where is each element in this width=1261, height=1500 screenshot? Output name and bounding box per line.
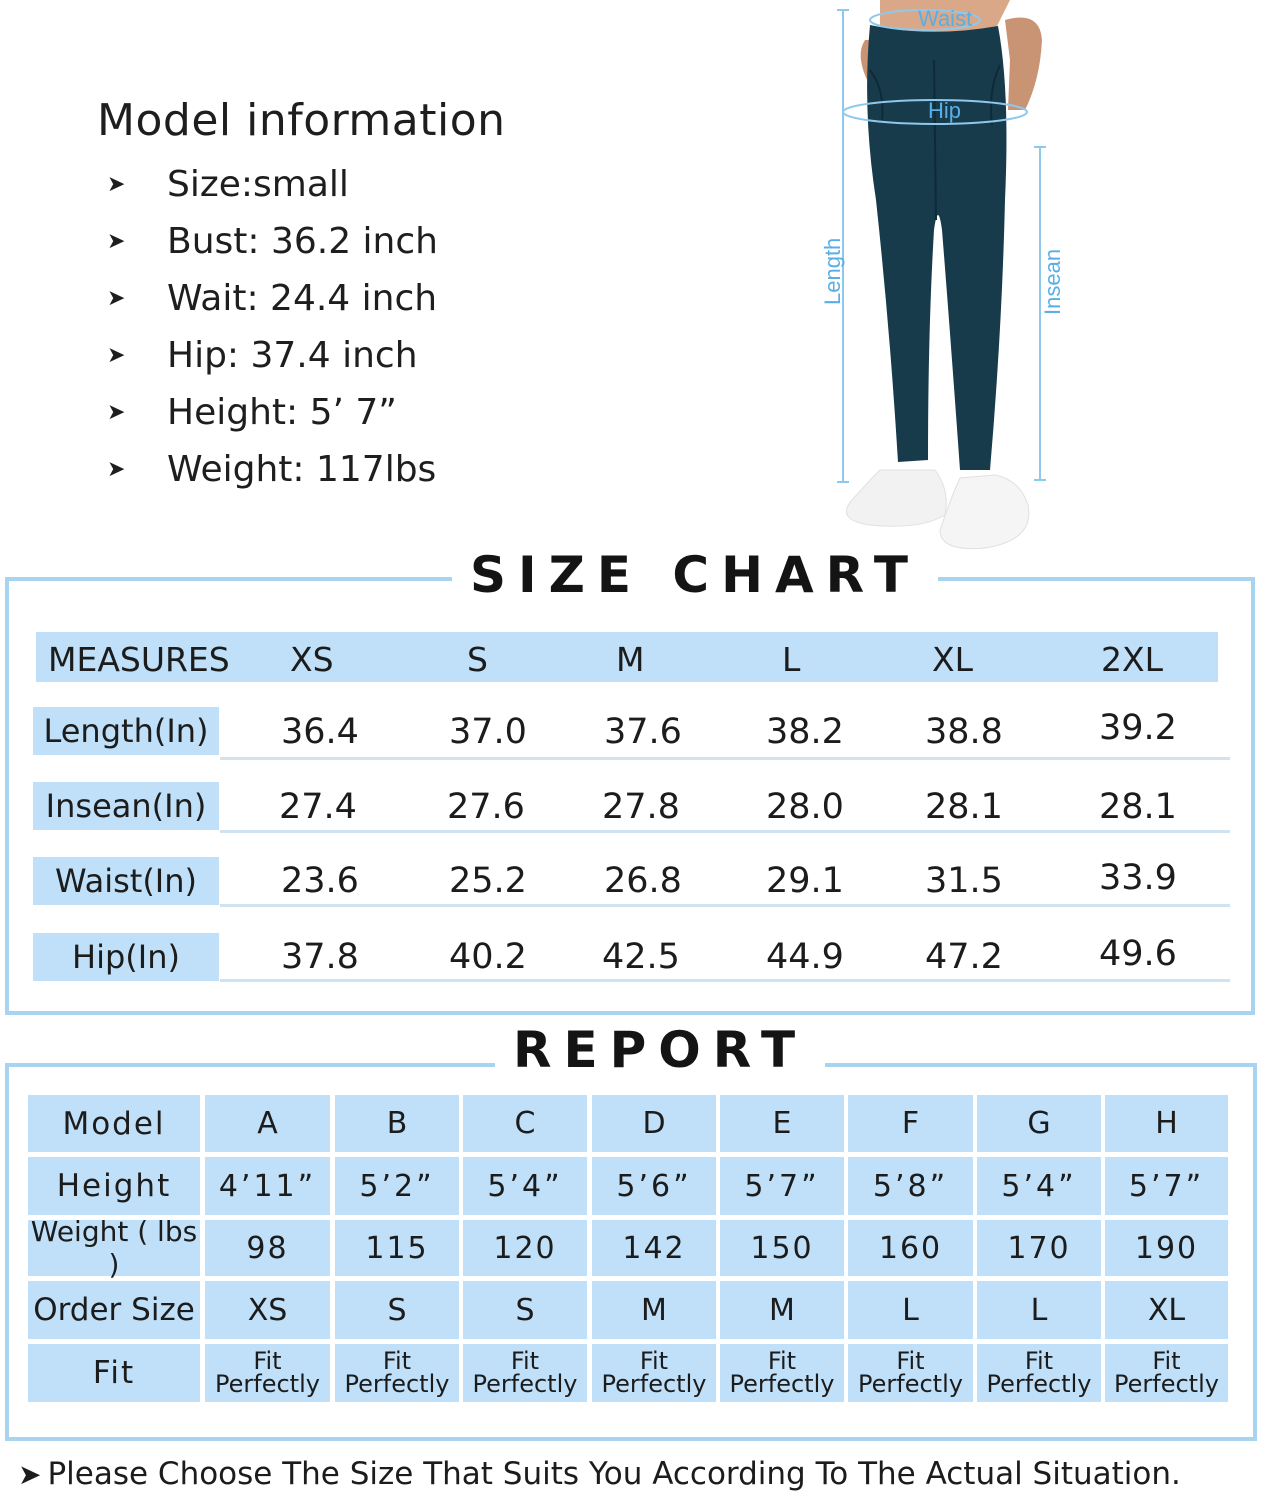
model-info-text: Height: 5’ 7” [167, 392, 397, 433]
fit-line-1: Fit [510, 1347, 540, 1375]
model-information [97, 95, 506, 498]
fit-line-1: Fit [382, 1347, 412, 1375]
cell-hip-l: 44.9 [766, 937, 844, 977]
report-cell-fit [977, 1344, 1101, 1402]
arrow-icon: ➤ [107, 457, 126, 482]
cell-length-xs: 36.4 [281, 712, 359, 752]
report-cell-height: 5’6” [592, 1157, 716, 1215]
shoe-right [940, 475, 1029, 549]
report-row-label-model: Model [28, 1095, 200, 1152]
arrow-icon: ➤ [107, 343, 126, 368]
cell-hip-xs: 37.8 [281, 937, 359, 977]
fit-line-2: Perfectly [1114, 1370, 1219, 1398]
size-chart-title: SIZE CHART [452, 545, 938, 605]
row-label-insean: Insean(In) [33, 782, 219, 830]
cell-insean-l: 28.0 [766, 787, 844, 827]
report-cell-weight: 98 [205, 1220, 330, 1276]
model-info-text: Bust: 36.2 inch [167, 221, 438, 262]
model-info-item [97, 156, 506, 213]
report-row-label-fit: Fit [28, 1344, 200, 1402]
report-cell-height: 4’11” [205, 1157, 330, 1215]
report-row-label-height: Height [28, 1157, 200, 1215]
report-cell-model: E [720, 1095, 844, 1152]
pants-shape [867, 25, 1006, 470]
report-cell-order-size: S [335, 1281, 459, 1339]
model-info-list [97, 156, 506, 498]
row-divider [220, 757, 1230, 760]
report-cell-fit [720, 1344, 844, 1402]
report-cell-model: H [1105, 1095, 1228, 1152]
model-info-item [97, 441, 506, 498]
model-info-item [97, 270, 506, 327]
model-info-item [97, 213, 506, 270]
cell-insean-m: 27.8 [602, 787, 680, 827]
cell-insean-2xl: 28.1 [1099, 787, 1177, 827]
cell-hip-s: 40.2 [449, 937, 527, 977]
header-size-2xl: 2XL [1101, 640, 1163, 679]
report-cell-height: 5’7” [1105, 1157, 1228, 1215]
report-cell-model: C [463, 1095, 587, 1152]
report-cell-weight: 142 [592, 1220, 716, 1276]
waist-label: Waist [918, 6, 973, 31]
footer-note [18, 1456, 1181, 1492]
row-divider [220, 979, 1230, 982]
report-cell-order-size: XS [205, 1281, 330, 1339]
pants-figure [810, 0, 1100, 560]
header-size-m: M [616, 640, 645, 679]
model-hand-right [1005, 18, 1042, 111]
cell-length-m: 37.6 [604, 712, 682, 752]
header-size-s: S [467, 640, 488, 679]
report-cell-order-size: M [592, 1281, 716, 1339]
report-cell-order-size: XL [1105, 1281, 1228, 1339]
fit-line-1: Fit [1024, 1347, 1054, 1375]
report-title: REPORT [495, 1022, 825, 1078]
cell-insean-s: 27.6 [447, 787, 525, 827]
model-info-item [97, 384, 506, 441]
fit-line-2: Perfectly [986, 1370, 1092, 1398]
fit-line-2: Perfectly [472, 1370, 578, 1398]
fit-line-2: Perfectly [601, 1370, 707, 1398]
cell-length-xl: 38.8 [925, 712, 1003, 752]
header-size-xs: XS [290, 640, 334, 679]
fit-line-1: Fit [896, 1347, 925, 1375]
cell-waist-l: 29.1 [766, 861, 844, 901]
fit-line-2: Perfectly [215, 1370, 320, 1398]
fit-line-1: Fit [253, 1347, 282, 1375]
report-cell-weight: 170 [977, 1220, 1101, 1276]
report-cell-model: B [335, 1095, 459, 1152]
cell-length-l: 38.2 [766, 712, 844, 752]
cell-hip-m: 42.5 [602, 937, 680, 977]
report-cell-weight: 150 [720, 1220, 844, 1276]
report-cell-fit [1105, 1344, 1228, 1402]
header-size-xl: XL [932, 640, 973, 679]
fit-line-2: Perfectly [729, 1370, 835, 1398]
report-cell-fit [592, 1344, 716, 1402]
report-cell-height: 5’8” [848, 1157, 973, 1215]
report-cell-model: D [592, 1095, 716, 1152]
model-info-text: Wait: 24.4 inch [167, 278, 438, 319]
cell-insean-xl: 28.1 [925, 787, 1003, 827]
length-label: Length [820, 237, 845, 305]
footer-text: Please Choose The Size That Suits You According To The Actual Situation. [47, 1456, 1181, 1492]
size-chart-header [36, 632, 1218, 682]
row-divider [220, 830, 1230, 833]
row-divider [220, 904, 1230, 907]
arrow-icon: ➤ [107, 172, 126, 197]
report-cell-model: G [977, 1095, 1101, 1152]
report-cell-height: 5’2” [335, 1157, 459, 1215]
fit-line-2: Perfectly [344, 1370, 450, 1398]
report-cell-fit [848, 1344, 973, 1402]
cell-waist-s: 25.2 [449, 861, 527, 901]
report-cell-order-size: L [848, 1281, 973, 1339]
arrow-icon: ➤ [18, 1458, 42, 1491]
report-cell-weight: 160 [848, 1220, 973, 1276]
row-label-hip: Hip(In) [33, 933, 219, 981]
cell-length-s: 37.0 [449, 712, 527, 752]
report-cell-order-size: M [720, 1281, 844, 1339]
header-size-l: L [782, 640, 801, 679]
cell-hip-2xl: 49.6 [1099, 934, 1177, 974]
fit-line-1: Fit [767, 1347, 797, 1375]
model-info-text: Size:small [167, 164, 349, 205]
cell-hip-xl: 47.2 [925, 937, 1003, 977]
model-info-text: Weight: 117lbs [167, 449, 437, 490]
report-cell-height: 5’4” [977, 1157, 1101, 1215]
cell-waist-xs: 23.6 [281, 861, 359, 901]
report-row-label-order-size: Order Size [28, 1281, 200, 1339]
fit-line-1: Fit [639, 1347, 669, 1375]
fit-line-2: Perfectly [858, 1370, 963, 1398]
report-cell-fit [463, 1344, 587, 1402]
report-cell-order-size: S [463, 1281, 587, 1339]
model-info-title: Model information [97, 95, 506, 146]
cell-waist-m: 26.8 [604, 861, 682, 901]
report-cell-weight: 115 [335, 1220, 459, 1276]
report-cell-fit [205, 1344, 330, 1402]
report-cell-height: 5’7” [720, 1157, 844, 1215]
header-measures: MEASURES [48, 640, 230, 679]
arrow-icon: ➤ [107, 400, 126, 425]
row-label-length: Length(In) [33, 707, 219, 755]
arrow-icon: ➤ [107, 286, 126, 311]
inseam-label: Insean [1040, 248, 1065, 315]
report-cell-weight: 120 [463, 1220, 587, 1276]
report-cell-model: F [848, 1095, 973, 1152]
report-cell-height: 5’4” [463, 1157, 587, 1215]
model-info-text: Hip: 37.4 inch [167, 335, 418, 376]
cell-waist-2xl: 33.9 [1099, 858, 1177, 898]
report-row-label-weight: Weight ( lbs ) [28, 1220, 200, 1276]
report-cell-order-size: L [977, 1281, 1101, 1339]
row-label-waist: Waist(In) [33, 857, 219, 905]
cell-waist-xl: 31.5 [925, 861, 1003, 901]
report-cell-fit [335, 1344, 459, 1402]
report-cell-model: A [205, 1095, 330, 1152]
model-info-item [97, 327, 506, 384]
cell-length-2xl: 39.2 [1099, 708, 1177, 748]
hip-label: Hip [928, 98, 962, 123]
pants-illustration [810, 0, 1100, 560]
cell-insean-xs: 27.4 [279, 787, 357, 827]
report-cell-weight: 190 [1105, 1220, 1228, 1276]
shoe-left [846, 470, 946, 526]
fit-line-1: Fit [1152, 1347, 1181, 1375]
arrow-icon: ➤ [107, 229, 126, 254]
